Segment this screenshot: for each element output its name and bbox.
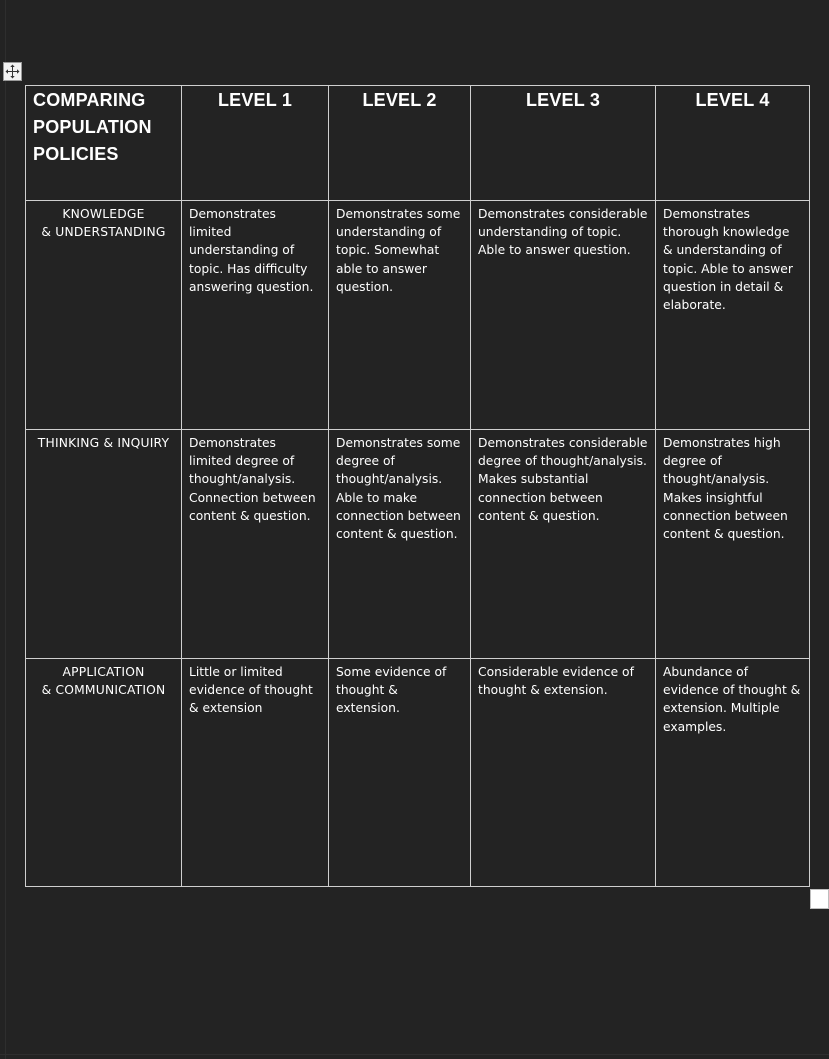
- table-row: [26, 659, 810, 887]
- criterion-thinking-inquiry[interactable]: THINKING & INQUIRY: [26, 430, 182, 659]
- criterion-knowledge-understanding[interactable]: KNOWLEDGE & UNDERSTANDING: [26, 201, 182, 430]
- page-bottom-divider: [0, 1054, 829, 1055]
- table-header-row: [26, 86, 810, 201]
- table-cell[interactable]: Demonstrates some understanding of topic. Somewhat able to answer question.: [329, 201, 471, 430]
- table-resize-handle[interactable]: [810, 889, 829, 909]
- level-2-header[interactable]: LEVEL 2: [329, 86, 471, 201]
- level-3-header[interactable]: LEVEL 3: [471, 86, 656, 201]
- rubric-table: [25, 85, 810, 887]
- rubric-title[interactable]: COMPARING POPULATION POLICIES: [26, 86, 182, 201]
- table-cell[interactable]: Demonstrates considerable degree of thought/analysis. Makes substantial connection between content & question.: [471, 430, 656, 659]
- table-cell[interactable]: Some evidence of thought & extension.: [329, 659, 471, 887]
- table-cell[interactable]: Demonstrates considerable understanding of topic. Able to answer question.: [471, 201, 656, 430]
- table-cell[interactable]: Demonstrates high degree of thought/analysis. Makes insightful connection between content & question.: [656, 430, 810, 659]
- table-row: [26, 430, 810, 659]
- table-row: [26, 201, 810, 430]
- page-left-divider: [5, 0, 6, 1059]
- level-4-header[interactable]: LEVEL 4: [656, 86, 810, 201]
- table-cell[interactable]: Demonstrates limited understanding of topic. Has difficulty answering question.: [182, 201, 329, 430]
- table-cell[interactable]: Little or limited evidence of thought & extension: [182, 659, 329, 887]
- table-cell[interactable]: Demonstrates thorough knowledge & understanding of topic. Able to answer question in detail & elaborate.: [656, 201, 810, 430]
- move-arrows-icon: [5, 64, 20, 79]
- table-move-handle[interactable]: [3, 62, 22, 81]
- table-cell[interactable]: Demonstrates limited degree of thought/analysis. Connection between content & question.: [182, 430, 329, 659]
- table-cell[interactable]: Abundance of evidence of thought & extension. Multiple examples.: [656, 659, 810, 887]
- criterion-application-communication[interactable]: APPLICATION & COMMUNICATION: [26, 659, 182, 887]
- level-1-header[interactable]: LEVEL 1: [182, 86, 329, 201]
- table-cell[interactable]: Demonstrates some degree of thought/analysis. Able to make connection between content & question.: [329, 430, 471, 659]
- table-cell[interactable]: Considerable evidence of thought & extension.: [471, 659, 656, 887]
